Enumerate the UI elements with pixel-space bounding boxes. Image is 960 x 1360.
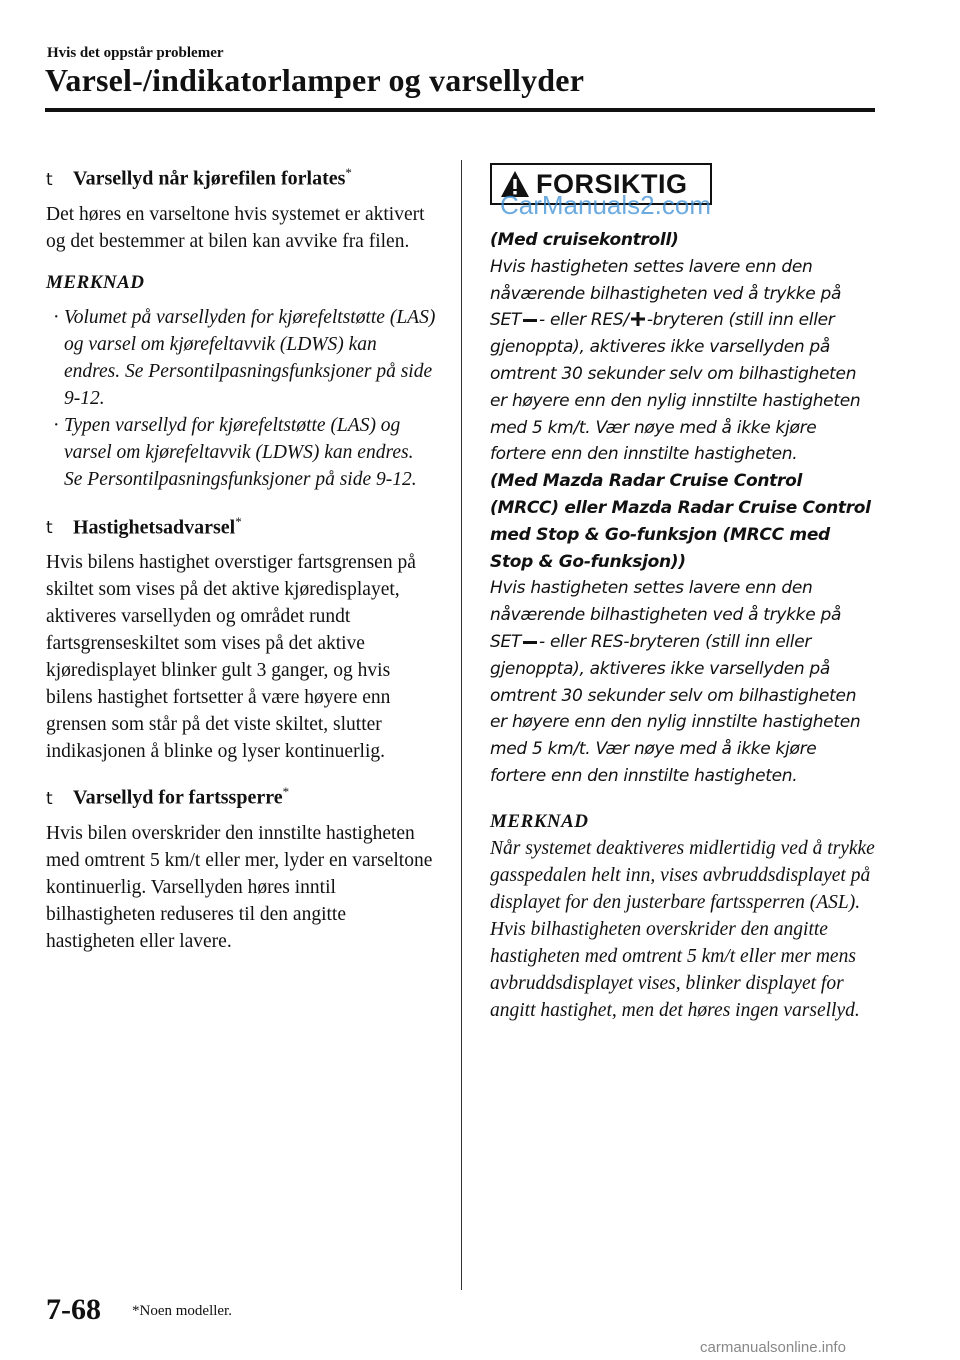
caution-block-cruise [490, 227, 875, 790]
section-marker: t [46, 169, 53, 190]
title-rule [45, 108, 875, 112]
footnote-asterisk: * [282, 784, 290, 800]
section-heading-lane-departure [46, 160, 436, 193]
section-body: Det høres en varseltone hvis systemet er aktivert og det bestemmer at bilen kan avvike fra filen. [46, 203, 425, 252]
section-heading-speed-warning [46, 509, 436, 542]
minus-icon [522, 636, 538, 648]
page-number: 7-68 [46, 1293, 101, 1326]
section-heading-text: Varsellyd når kjørefilen forlates [73, 167, 346, 190]
chapter-label: Hvis det oppstår problemer [47, 45, 224, 61]
caution-label: FORSIKTIG [536, 168, 688, 199]
note-text: Når systemet deaktiveres midlertidig ved å trykke gasspedalen helt inn, vises avbruddsdisplayet på displayet for den justerbare fartssperren (ASL). Hvis bilhastigheten overskrider den angitte hastigheten med omtrent 5 km/t eller mer mens avbruddsdisplayet vises, blinker displayet for angitt hastighet, men det høres ingen varsellyd. [490, 837, 875, 1021]
plus-icon [630, 311, 646, 327]
caution-paragraph: Hvis hastigheten settes lavere enn den nåværende bilhastigheten ved å trykke på SET - eller RES/ -bryteren (still inn eller gjenoppta), aktiveres ikke varsellyden på omtrent 30 sekunder selv om bilhastigheten er høyere enn den nylig innstilte hastigheten med 5 km/t. Vær nøye med å ikke kjøre fortere enn den innstilte hastigheten. [490, 256, 861, 465]
right-column [490, 163, 875, 1024]
note-list [46, 304, 436, 493]
left-column [46, 160, 436, 969]
section-body: Hvis bilen overskrider den innstilte hastigheten med omtrent 5 km/t eller mer, lyder en varseltone kontinuerlig. Varsellyden høres inntil bilhastigheten reduseres til den angitte hastigheten eller lavere. [46, 822, 433, 952]
minus-icon [522, 314, 538, 326]
section-body: Hvis bilens hastighet overstiger fartsgrensen på skiltet som vises på det aktive kjøredisplayet, aktiveres varsellyden og området rundt fartsgrenseskiltet som vises på det aktive kjøredisplayet blinker gult 3 ganger, og hvis bilens hastighet fortsetter å være høyere enn grensen som står på det viste skiltet, slutter indikasjonen å blinke og lyser kontinuerlig. [46, 552, 416, 763]
footnote-asterisk: * [235, 513, 242, 529]
note-label: MERKNAD [490, 810, 589, 832]
page-title: Varsel-/indikatorlamper og varsellyder [45, 62, 585, 98]
section-marker: t [46, 788, 53, 809]
section-heading-speed-limiter [46, 779, 436, 812]
caution-paragraph: Hvis hastigheten settes lavere enn den nåværende bilhastigheten ved å trykke på SET - eller RES-bryteren (still inn eller gjenoppta), aktiveres ikke varsellyden på omtrent 30 sekunder selv om bilhastigheten er høyere enn den nylig innstilte hastigheten med 5 km/t. Vær nøye med å ikke kjøre fortere enn den innstilte hastigheten. [490, 578, 861, 786]
section-heading-text: Varsellyd for fartssperre [73, 786, 283, 809]
note-item: · Typen varsellyd for kjørefeltstøtte (LAS) og varsel om kjørefeltavvik (LDWS) kan endres. Se Persontilpasningsfunksjoner på side 9-12. [53, 414, 417, 490]
note-label: MERKNAD [46, 271, 145, 293]
section-heading-text: Hastighetsadvarsel [73, 516, 236, 539]
footnote: *Noen modeller. [132, 1303, 232, 1319]
footnote-asterisk: * [345, 165, 352, 180]
note-item: · Volumet på varsellyden for kjørefeltstøtte (LAS) og varsel om kjørefeltavvik (LDWS) kan endres. Se Persontilpasningsfunksjoner på side 9-12. [53, 306, 436, 409]
watermark-text: CarManuals2.com [500, 190, 711, 220]
section-marker: t [46, 518, 53, 539]
caution-subheading: (Med Mazda Radar Cruise Control (MRCC) eller Mazda Radar Cruise Control med Stop & Go-funksjon (MRCC med Stop & Go-funksjon)) [490, 471, 871, 572]
column-divider [461, 160, 462, 1290]
site-watermark: carmanualsonline.info [700, 1339, 846, 1356]
caution-subheading: (Med cruisekontroll) [490, 230, 679, 250]
